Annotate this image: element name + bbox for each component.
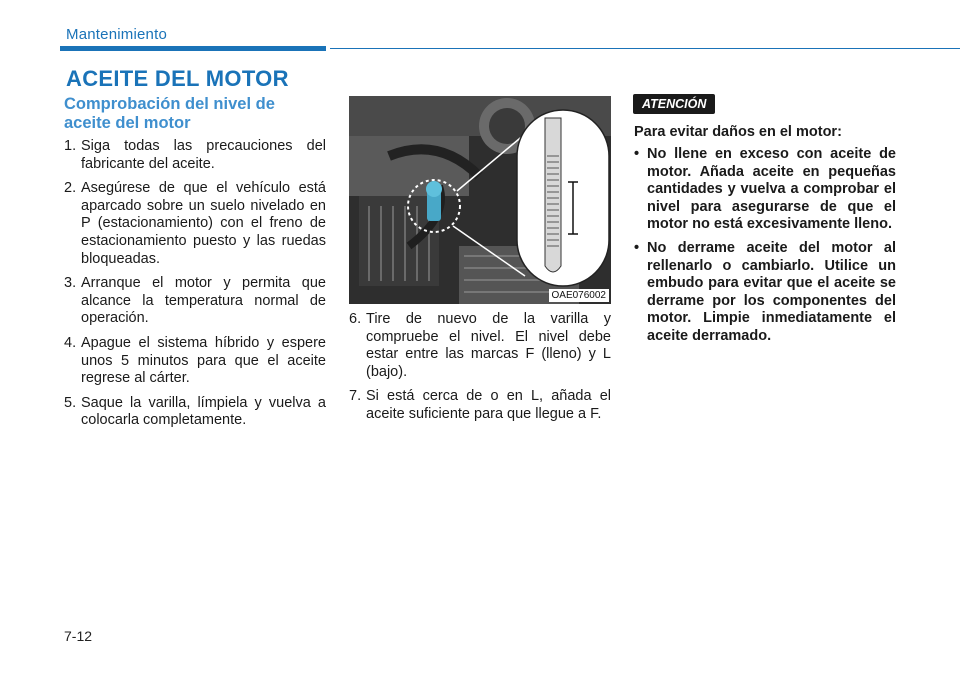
step-text: Si está cerca de o en L, añada el aceite suficiente para que llegue a F. — [366, 388, 611, 422]
figure-code: OAE076002 — [549, 289, 610, 302]
engine-dipstick-illustration — [349, 96, 611, 304]
steps-list-right — [349, 311, 611, 431]
header-rule-thick — [60, 46, 326, 51]
steps-list-left — [64, 138, 326, 437]
step-number: 4. — [64, 334, 77, 351]
list-item — [349, 311, 611, 381]
step-number: 5. — [64, 394, 77, 411]
caution-text: No derrame aceite del motor al rellenarlo o cambiarlo. Utilice un embudo para evitar que el aceite se derrame por los componentes del motor. Limpie inmediatamente el aceite derramado. — [647, 239, 896, 344]
list-item — [64, 138, 326, 173]
caution-heading: Para evitar daños en el motor: — [634, 124, 842, 140]
list-item — [64, 395, 326, 430]
header-rule-thin — [330, 48, 960, 49]
list-item — [64, 275, 326, 328]
page-number: 7-12 — [64, 628, 93, 644]
step-text: Arranque el motor y permita que alcance la temperatura normal de operación. — [81, 275, 326, 327]
bullet-icon: • — [634, 239, 640, 256]
step-number: 1. — [64, 138, 77, 154]
step-number: 7. — [349, 388, 362, 405]
list-item — [349, 388, 611, 423]
page-title: ACEITE DEL MOTOR — [66, 66, 289, 91]
step-number: 2. — [64, 180, 77, 197]
list-item — [64, 180, 326, 268]
section-label: Mantenimiento — [66, 26, 167, 43]
step-number: 6. — [349, 311, 362, 327]
step-text: Saque la varilla, límpiela y vuelva a colocarla completamente. — [81, 394, 326, 429]
list-item — [634, 240, 896, 346]
engine-photo — [349, 96, 611, 304]
bullet-icon: • — [634, 146, 640, 162]
step-text: Asegúrese de que el vehículo está aparcado sobre un suelo nivelado en P (estacionamiento) con el freno de estacionamiento puesto y las ruedas bloqueadas. — [81, 180, 326, 267]
caution-text: No llene en exceso con aceite de motor. Añada aceite en pequeñas cantidades y vuelva a comprobar el nivel para asegurarse de que el motor no está excesivamente lleno. — [647, 146, 896, 233]
step-text: Apague el sistema híbrido y espere unos 5 minutos para que el aceite regrese al cárter. — [81, 334, 326, 387]
step-text: Tire de nuevo de la varilla y compruebe el nivel. El nivel debe estar entre las marcas F (lleno) y L (bajo). — [366, 311, 611, 380]
list-item — [64, 335, 326, 388]
caution-list — [634, 146, 896, 352]
step-text: Siga todas las precauciones del fabricante del aceite. — [81, 138, 326, 172]
step-number: 3. — [64, 275, 77, 292]
list-item — [634, 146, 896, 234]
caution-badge: ATENCIÓN — [633, 94, 715, 114]
section-subtitle: Comprobación del nivel de aceite del motor — [64, 95, 275, 132]
